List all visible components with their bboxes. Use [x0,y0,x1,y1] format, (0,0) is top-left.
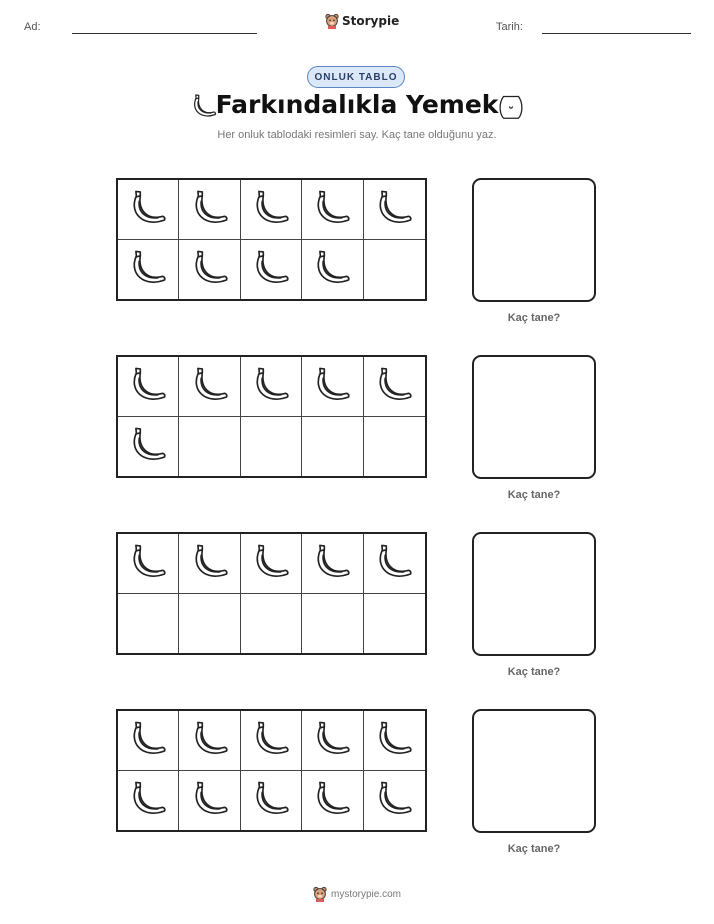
ten-frame-4 [116,709,427,832]
ten-frame-cell [118,240,179,300]
ten-frame-cell [179,417,240,477]
ten-frame-cell [241,180,302,240]
ten-frame-cell [241,534,302,594]
belly-icon [496,92,526,122]
answer-box-1[interactable] [472,178,596,302]
banana-icon [249,187,293,231]
ten-frame-cell [364,417,425,477]
ten-frame-cell [302,180,363,240]
ten-frame-cell [179,711,240,771]
name-label: Ad: [24,21,41,33]
ten-frame-cell [118,594,179,654]
answer-box-4[interactable] [472,709,596,833]
banana-icon [188,541,232,585]
banana-icon [188,247,232,291]
answer-box-2[interactable] [472,355,596,479]
banana-icon [249,541,293,585]
ten-frame-cell [364,711,425,771]
ten-frame-cell [302,534,363,594]
banana-icon [249,778,293,822]
ten-frame-cell [118,417,179,477]
ten-frame-cell [241,594,302,654]
banana-icon [126,187,170,231]
banana-icon [188,187,232,231]
banana-icon [126,424,170,468]
ten-frame-cell [302,417,363,477]
date-line [542,33,691,34]
ten-frame-cell [364,534,425,594]
ten-frame-2 [116,355,427,478]
name-line [72,33,257,34]
ten-frame-cell [179,594,240,654]
ten-frame-1 [116,178,427,301]
brand-logo [325,13,399,29]
bear-mascot-icon [313,886,327,902]
answer-prompt-4: Kaç tane? [507,843,561,855]
banana-icon [372,187,416,231]
ten-frame-cell [179,180,240,240]
banana-icon [249,364,293,408]
banana-icon [126,247,170,291]
date-label: Tarih: [496,21,523,33]
answer-prompt-2: Kaç tane? [507,489,561,501]
ten-frame-cell [241,357,302,417]
banana-icon [249,718,293,762]
banana-icon [310,364,354,408]
answer-prompt-1: Kaç tane? [507,312,561,324]
ten-frame-cell [241,771,302,831]
ten-frame-cell [364,240,425,300]
footer-website: mystorypie.com [330,888,401,900]
banana-icon [126,718,170,762]
banana-icon [372,364,416,408]
ten-frame-cell [118,357,179,417]
ten-frame-cell [179,771,240,831]
ten-frame-cell [302,711,363,771]
banana-icon [372,541,416,585]
banana-icon [188,364,232,408]
ten-frame-3 [116,532,427,655]
bear-mascot-icon [325,13,339,29]
ten-frame-cell [179,240,240,300]
ten-frame-cell [118,534,179,594]
ten-frame-cell [118,711,179,771]
banana-icon [310,187,354,231]
instructions: Her onluk tablodaki resimleri say. Kaç tane olduğunu yaz. [217,129,497,141]
ten-frame-cell [241,711,302,771]
answer-prompt-3: Kaç tane? [507,666,561,678]
ten-frame-cell [118,180,179,240]
ten-frame-cell [364,771,425,831]
brand-name: Storypie [342,14,400,28]
category-badge: ONLUK TABLO [307,66,405,88]
ten-frame-cell [302,357,363,417]
ten-frame-cell [364,594,425,654]
footer [0,886,714,902]
answer-box-3[interactable] [472,532,596,656]
ten-frame-cell [241,417,302,477]
banana-icon [188,718,232,762]
page-title: Farkındalıkla Yemek [215,90,499,119]
ten-frame-cell [118,771,179,831]
banana-icon [310,718,354,762]
banana-icon [126,364,170,408]
banana-icon [126,541,170,585]
banana-icon [310,778,354,822]
ten-frame-cell [179,534,240,594]
ten-frame-cell [364,180,425,240]
ten-frame-cell [302,240,363,300]
banana-icon [126,778,170,822]
banana-icon [310,247,354,291]
banana-icon [310,541,354,585]
ten-frame-cell [179,357,240,417]
banana-icon [188,778,232,822]
banana-icon [372,718,416,762]
ten-frame-cell [302,771,363,831]
ten-frame-cell [302,594,363,654]
banana-icon [249,247,293,291]
ten-frame-cell [364,357,425,417]
ten-frame-cell [241,240,302,300]
banana-icon [372,778,416,822]
